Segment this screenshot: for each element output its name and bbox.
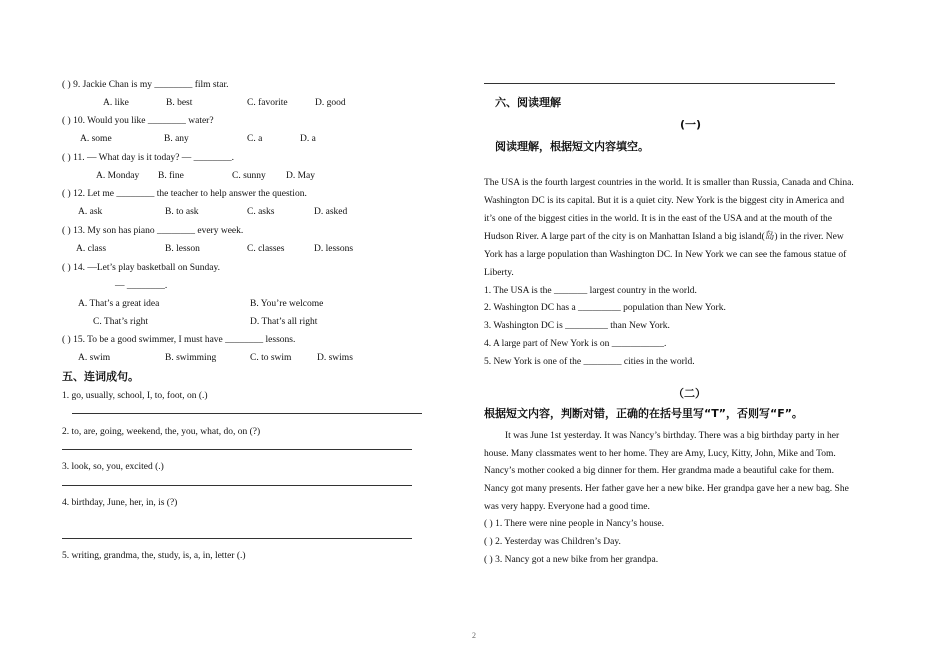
- fill-question: 2. Washington DC has a _________ population than New York.: [484, 303, 726, 313]
- q9-stem: ( ) 9. Jackie Chan is my ________ film star.: [62, 80, 229, 90]
- sentence-1: 1. go, usually, school, I, to, foot, on (.): [62, 391, 208, 401]
- part-1-instruction: 阅读理解，根据短文内容填空。: [495, 140, 649, 153]
- passage-2-line: was very happy. Everyone had a good time.: [484, 502, 650, 512]
- q14-option-b: B. You’re welcome: [250, 299, 324, 309]
- answer-line-3[interactable]: [62, 485, 412, 486]
- tf-question: ( ) 2. Yesterday was Children’s Day.: [484, 537, 621, 547]
- q10-option-d: D. a: [300, 134, 316, 144]
- q11-option-d: D. May: [286, 171, 316, 181]
- q14-reply: — ________.: [115, 281, 168, 291]
- q12-option-a: A. ask: [78, 207, 103, 217]
- answer-line-2[interactable]: [62, 449, 412, 450]
- sentence-2: 2. to, are, going, weekend, the, you, what, do, on (?): [62, 427, 261, 437]
- passage-2-line: Nancy got many presents. Her father gave her a new bike. Her grandpa gave her a new bag. She: [484, 484, 849, 494]
- q11-option-b: B. fine: [158, 171, 184, 181]
- q10-option-b: B. any: [164, 134, 189, 144]
- sentence-3: 3. look, so, you, excited (.): [62, 462, 164, 472]
- part-2-label: （二）: [673, 387, 706, 400]
- section-5-title: 五、连词成句。: [62, 370, 139, 383]
- page-number: 2: [472, 631, 476, 640]
- q9-option-a: A. like: [103, 98, 129, 108]
- passage-2-line: Nancy’s mother cooked a big dinner for them. Her grandma made a beautiful cake for them.: [484, 466, 835, 476]
- q14-option-c: C. That’s right: [93, 317, 148, 327]
- top-rule: [484, 83, 835, 84]
- fill-question: 4. A large part of New York is on ___________.: [484, 339, 667, 349]
- fill-question: 5. New York is one of the ________ cities in the world.: [484, 357, 695, 367]
- passage-1-line: Liberty.: [484, 268, 514, 278]
- q13-option-d: D. lessons: [314, 244, 354, 254]
- tf-question: ( ) 1. There were nine people in Nancy’s house.: [484, 519, 664, 529]
- q15-option-c: C. to swim: [250, 353, 292, 363]
- section-6-title: 六、阅读理解: [495, 96, 561, 109]
- passage-2-line: It was June 1st yesterday. It was Nancy’s birthday. There was a big birthday party in her: [505, 431, 840, 441]
- passage-1-line: The USA is the fourth largest countries in the world. It is smaller than Russia, Canada and China.: [484, 178, 854, 188]
- fill-question: 1. The USA is the _______ largest country in the world.: [484, 286, 697, 296]
- q12-option-d: D. asked: [314, 207, 348, 217]
- passage-1-line: Washington DC is its capital. But it is a quiet city. New York is the biggest city in America and: [484, 196, 845, 206]
- q9-option-d: D. good: [315, 98, 346, 108]
- q13-stem: ( ) 13. My son has piano ________ every week.: [62, 226, 244, 236]
- passage-1-line: it’s one of the biggest cities in the world. It is in the east of the USA and at the mouth of the: [484, 214, 833, 224]
- q11-stem: ( ) 11. — What day is it today? — ________.: [62, 153, 235, 163]
- sentence-5: 5. writing, grandma, the, study, is, a, in, letter (.): [62, 551, 246, 561]
- q13-option-b: B. lesson: [165, 244, 200, 254]
- q11-option-c: C. sunny: [232, 171, 266, 181]
- part-1-label: (一): [680, 118, 702, 131]
- q9-option-b: B. best: [166, 98, 193, 108]
- answer-line-4[interactable]: [62, 538, 412, 539]
- q14-option-a: A. That’s a great idea: [78, 299, 160, 309]
- tf-question: ( ) 3. Nancy got a new bike from her grandpa.: [484, 555, 659, 565]
- q13-option-c: C. classes: [247, 244, 285, 254]
- q10-option-a: A. some: [80, 134, 112, 144]
- fill-question: 3. Washington DC is _________ than New York.: [484, 321, 670, 331]
- passage-1-line: Hudson River. A large part of the city is on Manhattan Island a big island(岛) in the river. New: [484, 232, 844, 242]
- q12-option-b: B. to ask: [165, 207, 199, 217]
- q13-option-a: A. class: [76, 244, 107, 254]
- q14-stem: ( ) 14. —Let’s play basketball on Sunday.: [62, 263, 220, 273]
- q10-option-c: C. a: [247, 134, 263, 144]
- q12-option-c: C. asks: [247, 207, 275, 217]
- q14-option-d: D. That’s all right: [250, 317, 318, 327]
- q15-option-d: D. swims: [317, 353, 353, 363]
- q12-stem: ( ) 12. Let me ________ the teacher to help answer the question.: [62, 189, 307, 199]
- sentence-4: 4. birthday, June, her, in, is (?): [62, 498, 178, 508]
- q11-option-a: A. Monday: [96, 171, 140, 181]
- passage-1-line: York has a large population than Washington DC. In New York we can see the famous statue of: [484, 250, 847, 260]
- answer-line-1[interactable]: [72, 413, 422, 414]
- part-2-instruction: 根据短文内容，判断对错，正确的在括号里写“T”，否则写“F”。: [484, 407, 803, 420]
- passage-2-line: house. Many classmates went to her home. They are Amy, Lucy, Kitty, John, Mike and Tom.: [484, 449, 836, 459]
- q15-option-b: B. swimming: [165, 353, 217, 363]
- q9-option-c: C. favorite: [247, 98, 288, 108]
- q10-stem: ( ) 10. Would you like ________ water?: [62, 116, 214, 126]
- q15-stem: ( ) 15. To be a good swimmer, I must have ________ lessons.: [62, 335, 296, 345]
- q15-option-a: A. swim: [78, 353, 111, 363]
